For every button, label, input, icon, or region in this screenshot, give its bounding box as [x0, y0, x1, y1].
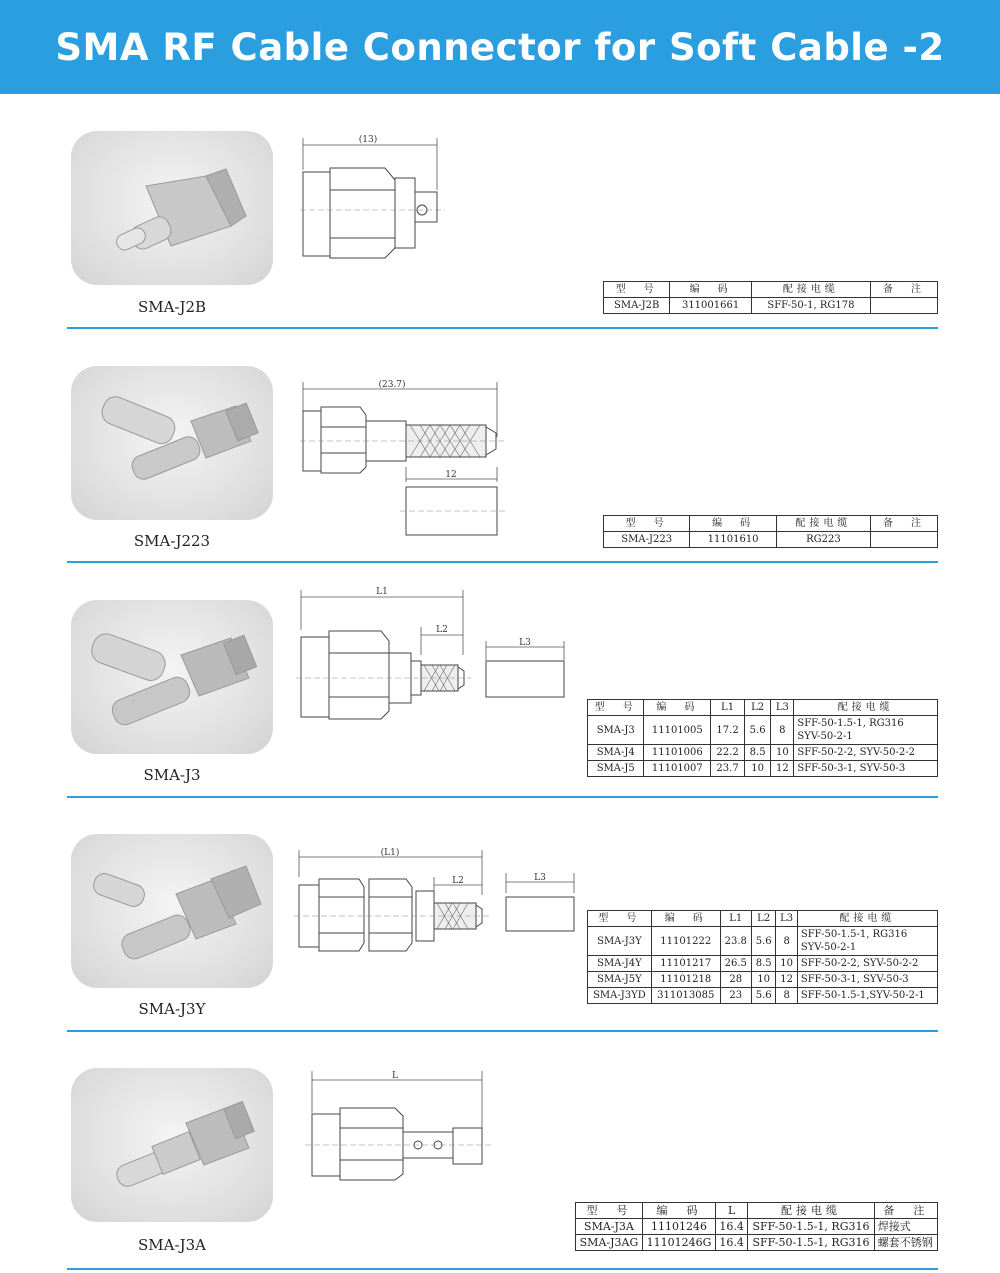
dim-label: L3 [519, 638, 531, 648]
cell-remark: 螺套不锈钢 [874, 1235, 937, 1251]
header-code: 编 码 [644, 700, 711, 716]
cell-cable: SFF-50-1.5-1,SYV-50-2-1 [797, 988, 937, 1004]
cell-l3: 8 [776, 988, 797, 1004]
cell-remark [871, 298, 938, 314]
page-title: SMA RF Cable Connector for Soft Cable -2 [55, 25, 945, 69]
cell-model: SMA-J5Y [588, 972, 652, 988]
header-code: 编 码 [651, 911, 720, 927]
cell-code: 11101218 [651, 972, 720, 988]
model-label: SMA-J3A [138, 1236, 206, 1254]
header-l2: L2 [751, 911, 776, 927]
cell-code: 11101005 [644, 716, 711, 745]
dim-label: (23.7) [378, 380, 406, 390]
cell-cable: RG223 [776, 532, 870, 548]
header-cable: 配接电缆 [794, 700, 938, 716]
cell-model: SMA-J3AG [576, 1235, 643, 1251]
spec-table [587, 910, 938, 1004]
header-code: 编 码 [670, 282, 751, 298]
cell-l3: 12 [771, 761, 794, 777]
cell-code: 311001661 [670, 298, 751, 314]
cell-cable: SFF-50-3-1, SYV-50-3 [797, 972, 937, 988]
header-remark: 备 注 [874, 1203, 937, 1219]
cable-line-1: SFF-50-1.5-1, RG316 [797, 718, 904, 729]
table-row [588, 988, 938, 1004]
cell-model: SMA-J5 [588, 761, 644, 777]
cell-code: 11101006 [644, 745, 711, 761]
spec-table [587, 699, 938, 777]
cell-cable: SFF-50-2-2, SYV-50-2-2 [794, 745, 938, 761]
section-divider [67, 327, 938, 329]
cell-l1: 23.7 [711, 761, 745, 777]
cell-code: 11101222 [651, 927, 720, 956]
cell-l1: 28 [720, 972, 751, 988]
spec-table [603, 281, 938, 314]
cell-model: SMA-J3 [588, 716, 644, 745]
header-cable: 配接电缆 [751, 282, 870, 298]
cell-model: SMA-J3YD [588, 988, 652, 1004]
cell-remark: 焊接式 [874, 1219, 937, 1235]
table-row [588, 956, 938, 972]
header-model: 型 号 [576, 1203, 643, 1219]
dimension-drawing [300, 130, 450, 260]
title-banner [0, 0, 1000, 94]
cell-code: 11101610 [690, 532, 777, 548]
table-row [588, 761, 938, 777]
cell-l2: 5.6 [744, 716, 770, 745]
product-photo [71, 834, 273, 988]
header-remark: 备 注 [871, 282, 938, 298]
cell-model: SMA-J4Y [588, 956, 652, 972]
cell-l1: 26.5 [720, 956, 751, 972]
cell-code: 311013085 [651, 988, 720, 1004]
cell-cable: SFF-50-1, RG178 [751, 298, 870, 314]
product-photo [71, 131, 273, 285]
cell-model: SMA-J4 [588, 745, 644, 761]
cell-cable [794, 716, 938, 745]
section-divider [67, 796, 938, 798]
cell-l1: 23 [720, 988, 751, 1004]
header-l3: L3 [771, 700, 794, 716]
cell-l3: 8 [776, 927, 797, 956]
cell-l1: 22.2 [711, 745, 745, 761]
cell-code: 11101217 [651, 956, 720, 972]
cell-l2: 10 [744, 761, 770, 777]
header-cable: 配接电缆 [797, 911, 937, 927]
cell-cable: SFF-50-2-2, SYV-50-2-2 [797, 956, 937, 972]
cell-remark [871, 532, 938, 548]
header-cable: 配接电缆 [748, 1203, 874, 1219]
table-row [604, 532, 938, 548]
section-divider [67, 1268, 938, 1270]
dim-label: (13) [358, 135, 378, 145]
dimension-drawing [300, 377, 510, 542]
cell-l: 16.4 [716, 1219, 748, 1235]
cell-code: 11101246G [642, 1235, 715, 1251]
cable-line-2: SYV-50-2-1 [800, 942, 857, 953]
header-model: 型 号 [604, 282, 670, 298]
header-remark: 备 注 [871, 516, 938, 532]
dimension-drawing [300, 1068, 500, 1183]
cell-model: SMA-J2B [604, 298, 670, 314]
cell-cable: SFF-50-3-1, SYV-50-3 [794, 761, 938, 777]
cell-l3: 10 [776, 956, 797, 972]
cell-code: 11101246 [642, 1219, 715, 1235]
table-row [588, 927, 938, 956]
table-row [576, 1235, 938, 1251]
table-row [588, 745, 938, 761]
cell-l1: 23.8 [720, 927, 751, 956]
model-label: SMA-J3 [143, 766, 201, 784]
dim-label: L2 [436, 625, 448, 635]
table-row [576, 1219, 938, 1235]
cell-code: 11101007 [644, 761, 711, 777]
header-model: 型 号 [604, 516, 690, 532]
section-divider [67, 561, 938, 563]
header-code: 编 码 [690, 516, 777, 532]
header-model: 型 号 [588, 911, 652, 927]
cell-l: 16.4 [716, 1235, 748, 1251]
dim-label: L [392, 1071, 398, 1081]
header-l1: L1 [711, 700, 745, 716]
header-l3: L3 [776, 911, 797, 927]
cell-cable: SFF-50-1.5-1, RG316 [748, 1235, 874, 1251]
dim-label: L2 [452, 876, 464, 886]
cell-l2: 5.6 [751, 927, 776, 956]
cable-line-2: SYV-50-2-1 [797, 731, 853, 742]
table-row [588, 972, 938, 988]
cell-model: SMA-J3A [576, 1219, 643, 1235]
dim-label: L1 [376, 587, 388, 597]
cell-l1: 17.2 [711, 716, 745, 745]
header-cable: 配接电缆 [776, 516, 870, 532]
header-code: 编 码 [642, 1203, 715, 1219]
dimension-drawing [294, 845, 584, 955]
cell-cable [797, 927, 937, 956]
cell-l2: 10 [751, 972, 776, 988]
dim-label: 12 [445, 470, 457, 480]
cell-l3: 10 [771, 745, 794, 761]
spec-table [575, 1202, 938, 1251]
cell-l2: 8.5 [751, 956, 776, 972]
cell-l2: 8.5 [744, 745, 770, 761]
dim-label: (L1) [380, 848, 400, 858]
table-row [604, 298, 938, 314]
product-photo [71, 600, 273, 754]
header-model: 型 号 [588, 700, 644, 716]
product-photo [71, 1068, 273, 1222]
cable-line-1: SFF-50-1.5-1, RG316 [800, 929, 908, 940]
model-label: SMA-J3Y [138, 1000, 206, 1018]
cell-l3: 8 [771, 716, 794, 745]
model-label: SMA-J2B [137, 298, 207, 316]
header-l: L [716, 1203, 748, 1219]
section-divider [67, 1030, 938, 1032]
dim-label: L3 [534, 873, 546, 883]
dimension-drawing [296, 585, 576, 725]
cell-l2: 5.6 [751, 988, 776, 1004]
model-label: SMA-J223 [133, 532, 211, 550]
cell-model: SMA-J223 [604, 532, 690, 548]
cell-l3: 12 [776, 972, 797, 988]
table-row [588, 716, 938, 745]
cell-cable: SFF-50-1.5-1, RG316 [748, 1219, 874, 1235]
spec-table [603, 515, 938, 548]
header-l1: L1 [720, 911, 751, 927]
cell-model: SMA-J3Y [588, 927, 652, 956]
header-l2: L2 [744, 700, 770, 716]
product-photo [71, 366, 273, 520]
